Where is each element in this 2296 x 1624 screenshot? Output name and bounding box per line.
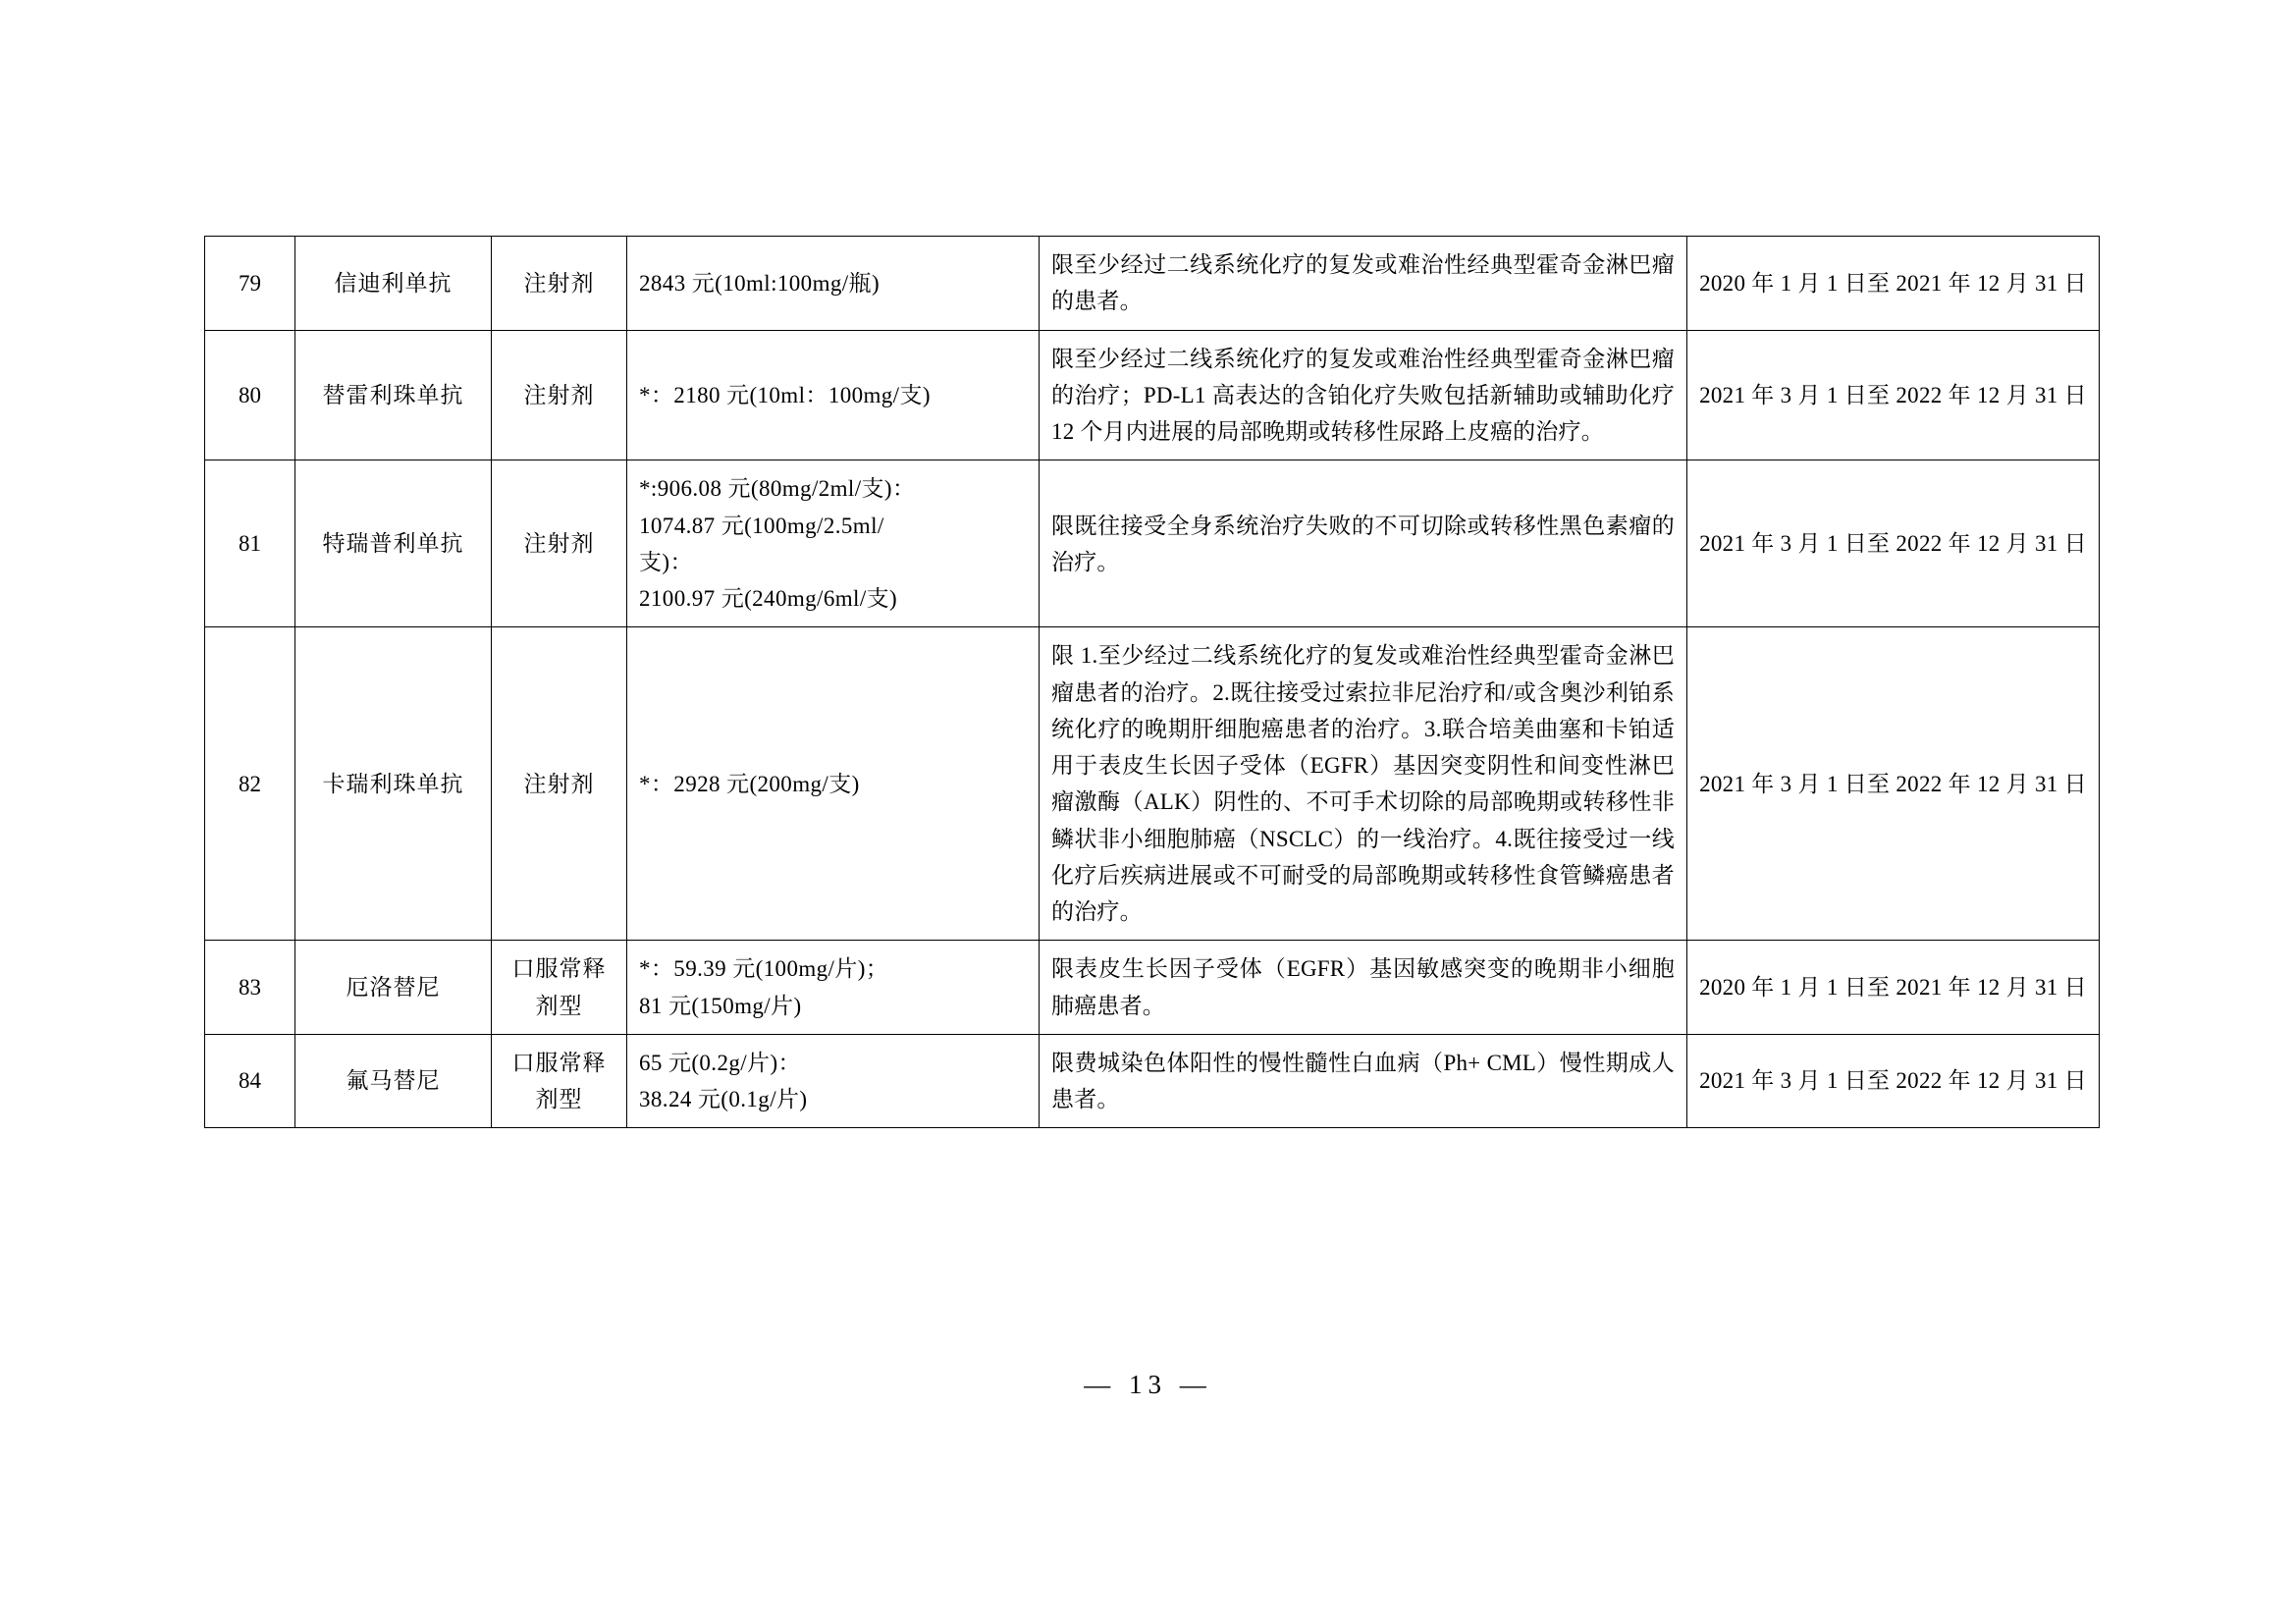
payment-standard — [627, 237, 1040, 331]
price-line: 支)： — [639, 549, 693, 574]
price-line: 1074.87 元(100mg/2.5ml/ — [639, 513, 884, 538]
agreement-period: 2021 年 3 月 1 日至 2022 年 12 月 31 日 — [1687, 460, 2100, 627]
agreement-period: 2021 年 3 月 1 日至 2022 年 12 月 31 日 — [1687, 330, 2100, 460]
drug-name: 氟马替尼 — [295, 1034, 492, 1128]
coverage-limit: 限 1.至少经过二线系统化疗的复发或难治性经典型霍奇金淋巴瘤患者的治疗。2.既往接受过索拉非尼治疗和/或含奥沙利铂系统化疗的晚期肝细胞癌患者的治疗。3.联合培美曲塞和卡铂适用于表皮生长因子受体（EGFR）基因突变阴性和间变性淋巴瘤激酶（ALK）阴性的、不可手术切除的局部晚期或转移性非鳞状非小细胞肺癌（NSCLC）的一线治疗。4.既往接受过一线化疗后疾病进展或不可耐受的局部晚期或转移性食管鳞癌患者的治疗。 — [1040, 627, 1687, 941]
dosage-form: 注射剂 — [492, 237, 627, 331]
table-row — [205, 941, 2100, 1035]
coverage-limit: 限既往接受全身系统治疗失败的不可切除或转移性黑色素瘤的治疗。 — [1040, 460, 1687, 627]
payment-standard — [627, 1034, 1040, 1128]
row-index: 79 — [205, 237, 295, 331]
agreement-period: 2020 年 1 月 1 日至 2021 年 12 月 31 日 — [1687, 941, 2100, 1035]
agreement-period: 2021 年 3 月 1 日至 2022 年 12 月 31 日 — [1687, 1034, 2100, 1128]
dosage-form: 注射剂 — [492, 627, 627, 941]
table-row — [205, 460, 2100, 627]
coverage-limit: 限至少经过二线系统化疗的复发或难治性经典型霍奇金淋巴瘤的治疗；PD-L1 高表达的含铂化疗失败包括新辅助或辅助化疗 12 个月内进展的局部晚期或转移性尿路上皮癌的治疗。 — [1040, 330, 1687, 460]
coverage-limit: 限费城染色体阳性的慢性髓性白血病（Ph+ CML）慢性期成人患者。 — [1040, 1034, 1687, 1128]
dosage-form: 注射剂 — [492, 460, 627, 627]
agreement-period: 2020 年 1 月 1 日至 2021 年 12 月 31 日 — [1687, 237, 2100, 331]
row-index: 80 — [205, 330, 295, 460]
price-line: 2100.97 元(240mg/6ml/支) — [639, 586, 898, 611]
table-row — [205, 237, 2100, 331]
price-line: 38.24 元(0.1g/片) — [639, 1087, 808, 1111]
drug-name: 特瑞普利单抗 — [295, 460, 492, 627]
table-row — [205, 330, 2100, 460]
drug-name: 信迪利单抗 — [295, 237, 492, 331]
price-line: *：2180 元(10ml：100mg/支) — [639, 382, 931, 407]
price-line: *:906.08 元(80mg/2ml/支)： — [639, 476, 916, 502]
table-row — [205, 1034, 2100, 1128]
coverage-limit: 限表皮生长因子受体（EGFR）基因敏感突变的晚期非小细胞肺癌患者。 — [1040, 941, 1687, 1035]
drug-name: 厄洛替尼 — [295, 941, 492, 1035]
drug-reimbursement-table — [204, 236, 2100, 1128]
row-index: 84 — [205, 1034, 295, 1128]
payment-standard — [627, 330, 1040, 460]
dosage-form: 口服常释剂型 — [492, 941, 627, 1035]
row-index: 82 — [205, 627, 295, 941]
row-index: 83 — [205, 941, 295, 1035]
payment-standard — [627, 460, 1040, 627]
dosage-form: 口服常释剂型 — [492, 1034, 627, 1128]
price-line: 81 元(150mg/片) — [639, 993, 802, 1018]
page-number: — 13 — — [1084, 1370, 1212, 1399]
payment-standard — [627, 941, 1040, 1035]
price-line: *：2928 元(200mg/支) — [639, 771, 860, 796]
drug-name: 卡瑞利珠单抗 — [295, 627, 492, 941]
table-row — [205, 627, 2100, 941]
row-index: 81 — [205, 460, 295, 627]
price-line: *：59.39 元(100mg/片)； — [639, 956, 889, 982]
drug-name: 替雷利珠单抗 — [295, 330, 492, 460]
price-line: 65 元(0.2g/片)： — [639, 1050, 801, 1075]
agreement-period: 2021 年 3 月 1 日至 2022 年 12 月 31 日 — [1687, 627, 2100, 941]
price-line: 2843 元(10ml:100mg/瓶) — [639, 270, 881, 296]
dosage-form: 注射剂 — [492, 330, 627, 460]
coverage-limit: 限至少经过二线系统化疗的复发或难治性经典型霍奇金淋巴瘤的患者。 — [1040, 237, 1687, 331]
payment-standard — [627, 627, 1040, 941]
